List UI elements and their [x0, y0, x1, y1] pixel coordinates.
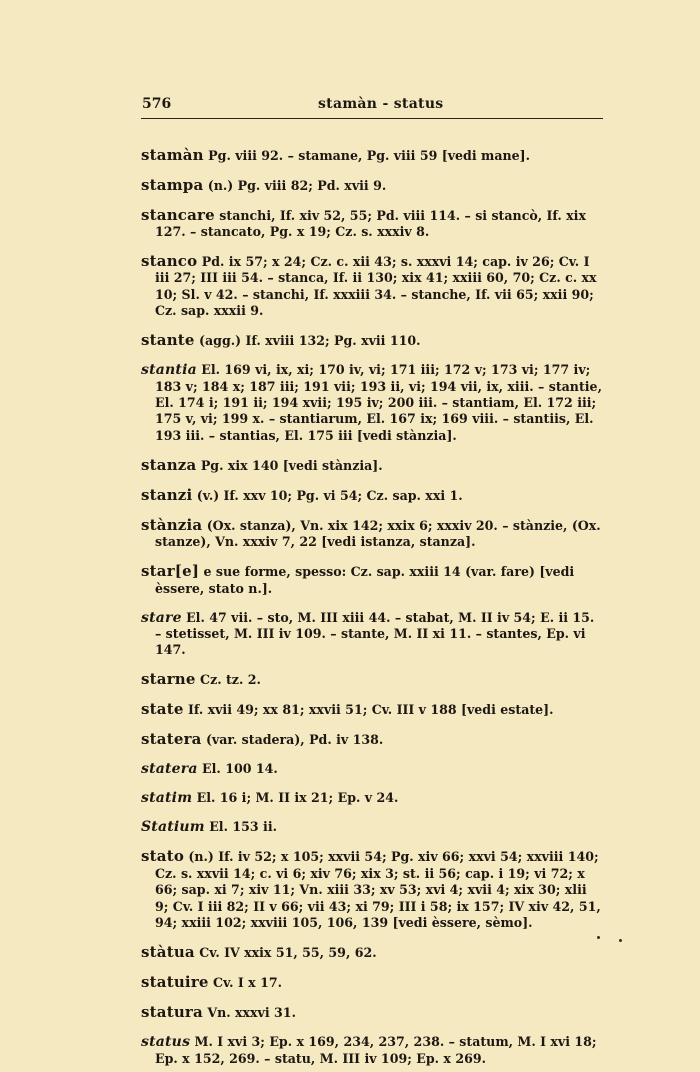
entry-body: Cz. tz. 2. [195, 672, 261, 688]
entry-body: Pd. ix 57; x 24; Cz. c. xii 43; s. xxxvi 14; cap. iv 26; Cv. I iii 27; III iii 54. – stanca, If. ii 130; xix 41; xxiii 60, 70; Cz. c. xx 10; Sl. v 42. – stanchi, If. xxxiii 34. – stanche, If. vii 65; xxii 90; Cz. sap. xxxii 9. [155, 254, 597, 319]
entry-body: (agg.) If. xviii 132; Pg. xvii 110. [194, 333, 421, 349]
entry-headword: stanco [141, 252, 198, 270]
entry-body: Vn. xxxvi 31. [202, 1005, 296, 1021]
entry [141, 1004, 603, 1021]
entry [141, 671, 603, 688]
entry [141, 517, 603, 551]
entry [141, 177, 603, 194]
entry [141, 362, 603, 444]
entry-body: (v.) If. xxv 10; Pg. vi 54; Cz. sap. xxi 1. [192, 487, 463, 503]
entry-body: El. 47 vii. – sto, M. III xiii 44. – stabat, M. II iv 54; E. ii 15. – stetisset, M. III iv 109. – stante, M. II xi 11. – stantes, Ep. vi 147. [155, 609, 595, 658]
entry-headword: stante [141, 331, 195, 350]
entry-body: stanchi, If. xiv 52, 55; Pd. viii 114. – si stancò, If. xix 127. – stancato, Pg. x 19; Cz. s. xxxiv 8. [155, 207, 586, 239]
page-speck [619, 939, 622, 942]
entry-headword: stampa [141, 175, 204, 194]
entry-headword: starne [141, 670, 196, 689]
entry-body: (n.) Pg. viii 82; Pd. xvii 9. [203, 177, 387, 193]
entry [141, 457, 603, 474]
entry-body: (n.) If. iv 52; x 105; xxvii 54; Pg. xiv 66; xxvi 54; xxviii 140; Cz. s. xxvii 14; c. vi 6; xiv 76; xix 3; st. ii 56; cap. i 19; vi 72; x 66; sap. xi 7; xiv 11; Vn. xiii 33; xv 53; xvi 4; xvii 4; xix 30; xlii 9; Cv. I iii 82; II v 66; vii 43; xi 79; III i 58; ix 157; IV xiv 42, 51, 94; xxiii 102; xxviii 105, 106, 139 [vedi èssere, sèmo]. [155, 849, 601, 931]
entry-headword: stanza [141, 455, 197, 474]
entry-headword: stancare [141, 205, 215, 224]
entry-body: El. 153 ii. [204, 819, 277, 835]
entry-headword: status [141, 1034, 191, 1051]
entry [141, 332, 603, 349]
entry-body: El. 100 14. [197, 761, 278, 777]
entry-headword: statera [141, 730, 202, 749]
entry-headword: star[e] [141, 562, 200, 581]
entry [141, 610, 603, 659]
dictionary-entries [141, 134, 603, 1072]
entry-headword: statuire [141, 973, 209, 992]
entry-body: (Ox. stanza), Vn. xix 142; xxix 6; xxxiv 20. – stànzie, (Ox. stanze), Vn. xxxiv 7, 22 [vedi istanza, stanza]. [155, 517, 601, 550]
page-speck [597, 936, 600, 939]
entry [141, 731, 603, 748]
entry-body: If. xvii 49; xx 81; xxvii 51; Cv. III v 188 [vedi estate]. [183, 702, 554, 718]
page-number: 576 [142, 96, 172, 112]
entry-headword: statura [141, 1003, 203, 1022]
entry [141, 761, 603, 777]
entry-headword: statera [141, 761, 198, 778]
entry-body: Cv. IV xxix 51, 55, 59, 62. [194, 945, 377, 961]
entry-body: e sue forme, spesso: Cz. sap. xxiii 14 (var. fare) [vedi èssere, stato n.]. [155, 564, 575, 596]
entry-body: M. I xvi 3; Ep. x 169, 234, 237, 238. – statum, M. I xvi 18; Ep. x 152, 269. – statu, M. III iv 109; Ep. x 269. [155, 1034, 597, 1066]
entry-headword: stato [141, 847, 185, 866]
entry [141, 819, 603, 835]
entry-headword: statim [141, 790, 193, 807]
entry-headword: stare [141, 609, 182, 626]
entry-body: El. 16 i; M. II ix 21; Ep. v 24. [192, 790, 399, 806]
entry [141, 487, 603, 504]
entry [141, 563, 603, 597]
entry-body: Cv. I x 17. [208, 975, 282, 991]
entry-body: Pg. viii 92. – stamane, Pg. viii 59 [vedi mane]. [203, 147, 531, 163]
entry-body: (var. stadera), Pd. iv 138. [201, 732, 384, 748]
entry [141, 253, 603, 320]
entry [141, 147, 603, 164]
header-rule [141, 118, 603, 119]
running-title: stamàn - status [318, 96, 444, 112]
entry-headword: stàtua [141, 943, 195, 962]
entry [141, 1034, 603, 1067]
entry-headword: stantia [141, 362, 197, 379]
entry-headword: state [141, 700, 184, 719]
entry [141, 701, 603, 718]
entry-headword: stanzi [141, 485, 193, 504]
entry [141, 848, 603, 931]
entry-body: El. 169 vi, ix, xi; 170 iv, vi; 171 iii; 172 v; 173 vi; 177 iv; 183 v; 184 x; 187 iii; 191 vii; 193 ii, vi; 194 vii, ix, xiii. – stantie, El. 174 i; 191 ii; 194 xvii; 195 iv; 200 iii. – stantiam, El. 172 iii; 175 v, vi; 199 x. – stantiarum, El. 167 ix; 169 viii. – stantiis, El. 193 iii. – stantias, El. 175 iii [vedi stànzia]. [155, 362, 602, 443]
entry [141, 944, 603, 961]
entry-headword: stànzia [141, 515, 203, 534]
entry-headword: stamàn [141, 145, 204, 164]
entry [141, 207, 603, 241]
entry-headword: Statium [141, 819, 205, 836]
page-header [141, 95, 603, 121]
entry [141, 974, 603, 991]
entry-body: Pg. xix 140 [vedi stànzia]. [196, 457, 383, 473]
entry [141, 790, 603, 806]
